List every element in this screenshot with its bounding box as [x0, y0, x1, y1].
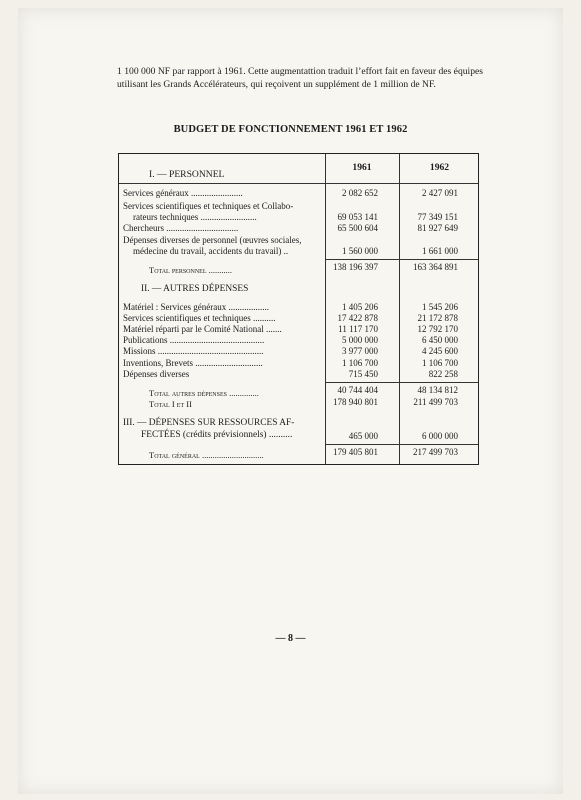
- row-value-1961: 715 450: [348, 369, 378, 379]
- row-value-1962: 6 450 000: [422, 335, 458, 345]
- row-value-1961: 2 082 652: [342, 188, 378, 198]
- section-personnel-heading: I. — PERSONNEL: [149, 169, 225, 180]
- total-personnel-1962: 163 364 891: [413, 262, 458, 272]
- row-label-line2: médecine du travail, accidents du travail) ..: [133, 246, 289, 256]
- total-general-label: Total général .............................: [149, 450, 264, 460]
- total-autres-label: Total autres dépenses ..............: [149, 388, 259, 398]
- row-value-1962: 1 545 206: [422, 302, 458, 312]
- row-value-1962: 1 106 700: [422, 358, 458, 368]
- page-number: — 8 —: [275, 633, 306, 644]
- row-label: Missions ...............................................: [123, 346, 264, 356]
- row-label: Services scientifiques et techniques ..........: [123, 313, 276, 323]
- row-label-line2: rateurs techniques .........................: [133, 212, 257, 222]
- header-1961: 1961: [352, 162, 372, 173]
- total-general-1961: 179 405 801: [333, 447, 378, 457]
- row-label: Dépenses diverses: [123, 369, 190, 379]
- row-label: Chercheurs ................................: [123, 223, 239, 233]
- section-3-line2: FECTÉES (crédits prévisionnels) ..........: [141, 430, 293, 440]
- row-value-1961: 17 422 878: [337, 313, 378, 323]
- total-autres-1962: 48 134 812: [417, 385, 458, 395]
- row-value-1962: 1 661 000: [422, 246, 458, 256]
- subtotal-rule: [325, 259, 478, 260]
- row-value-1961: 1 405 206: [342, 302, 378, 312]
- row-value-1962: 77 349 151: [417, 212, 458, 222]
- row-value-1961: 3 977 000: [342, 346, 378, 356]
- total-rule: [325, 444, 478, 445]
- row-label: Services généraux .......................: [123, 188, 243, 198]
- row-value-1962: 822 258: [428, 369, 458, 379]
- total-1-2-1962: 211 499 703: [413, 397, 458, 407]
- header-1962: 1962: [429, 162, 450, 173]
- total-personnel-label: Total personnel ...........: [149, 265, 233, 275]
- row-value-1961: 5 000 000: [342, 335, 378, 345]
- table-title: BUDGET DE FONCTIONNEMENT 1961 ET 1962: [173, 124, 408, 135]
- row-value-1961: 1 106 700: [342, 358, 378, 368]
- total-personnel-1961: 138 196 397: [333, 262, 378, 272]
- intro-paragraph: 1 100 000 NF par rapport à 1961. Cette augmentattion traduit l’effort fait en faveur des équipes utilisant les Grands Accélérateurs, qui reçoivent un supplément de 1 million de NF.: [117, 66, 483, 91]
- row-value-1961: 11 117 170: [338, 324, 378, 334]
- column-divider-2: [399, 154, 400, 464]
- budget-table: [118, 153, 479, 465]
- row-value-1962: 2 427 091: [422, 188, 458, 198]
- header-rule: [119, 183, 478, 184]
- row-value-1961: 69 053 141: [337, 212, 378, 222]
- section-autres-heading: II. — AUTRES DÉPENSES: [141, 284, 249, 294]
- row-label-line1: Services scientifiques et techniques et Collabo-: [123, 201, 294, 211]
- row-value-1962: 81 927 649: [417, 223, 458, 233]
- total-1-2-1961: 178 940 801: [333, 397, 378, 407]
- row-value-1962: 4 245 600: [422, 346, 458, 356]
- row-value-1961: 1 560 000: [342, 246, 378, 256]
- total-autres-1961: 40 744 404: [337, 385, 378, 395]
- row-label: Matériel réparti par le Comité National .......: [123, 324, 282, 334]
- subtotal-rule: [325, 382, 478, 383]
- row-label: Matériel : Services généraux ..................: [123, 302, 269, 312]
- row-value-1962: 12 792 170: [417, 324, 458, 334]
- column-divider-1: [325, 154, 326, 464]
- row-label: Inventions, Brevets ..............................: [123, 358, 263, 368]
- total-general-1962: 217 499 703: [413, 447, 458, 457]
- total-1-2-label: Total I et II: [149, 399, 192, 409]
- row-value-1961: 65 500 604: [337, 223, 378, 233]
- section-3-1962: 6 000 000: [422, 431, 458, 441]
- section-3-line1: III. — DÉPENSES SUR RESSOURCES AF-: [123, 418, 295, 428]
- row-label: Publications ..........................................: [123, 335, 265, 345]
- row-label-line1: Dépenses diverses de personnel (œuvres sociales,: [123, 235, 302, 245]
- row-value-1962: 21 172 878: [417, 313, 458, 323]
- section-3-1961: 465 000: [348, 431, 378, 441]
